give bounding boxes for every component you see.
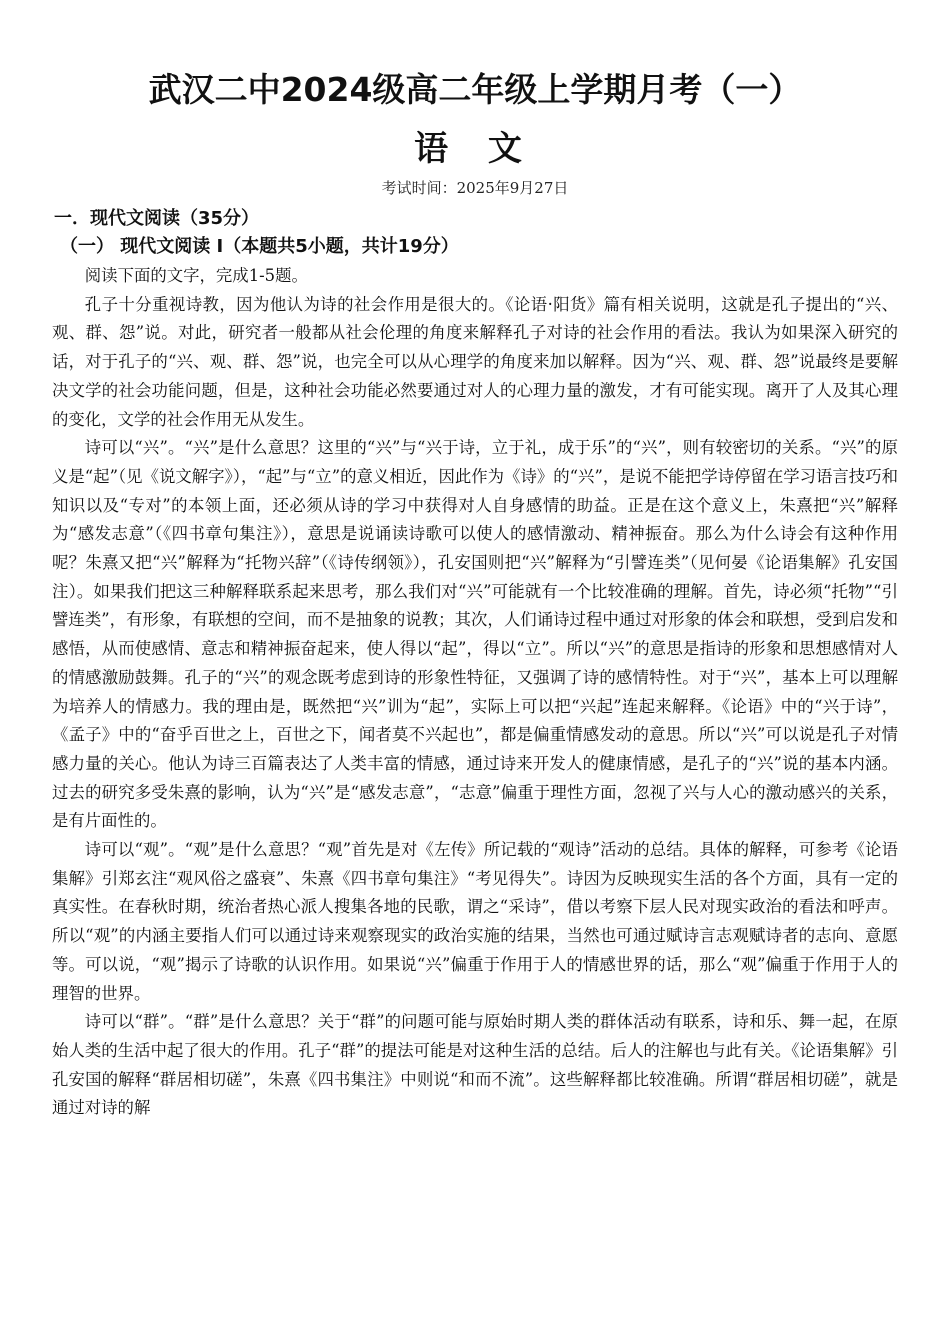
exam-time: 考试时间：2025年9月27日 [381,179,569,197]
subsection-heading: （一） 现代文阅读 I（本题共5小题，共计19分） [60,236,459,257]
passage-paragraph: 孔子十分重视诗教，因为他认为诗的社会作用是很大的。《论语·阳货》篇有相关说明，这就是孔子提出的“兴、观、群、怨”说。对此，研究者一般都从社会伦理的角度来解释孔子对诗的社会作用的看法。我认为如果深入研究的话，对于孔子的“兴、观、群、怨”说，也完全可以从心理学的角度来加以解释。因为“兴、观、群、怨”说最终是要解决文学的社会功能问题，但是，这种社会功能必然要通过对人的心理力量的激发，才有可能实现。离开了人及其心理的变化，文学的社会作用无从发生。 [52,294,898,429]
section-heading: 一．现代文阅读（35分） [54,208,260,229]
exam-title: 武汉二中2024级高二年级上学期月考（一） [148,70,802,109]
reading-passage [52,262,898,1123]
reading-instruction: 阅读下面的文字，完成1-5题。 [84,266,308,285]
passage-paragraph: 诗可以“兴”。“兴”是什么意思？这里的“兴”与“兴于诗，立于礼，成于乐”的“兴”，则有较密切的关系。“兴”的原义是“起”（见《说文解字》），“起”与“立”的意义相近，因此作为《诗》的“兴”，是说不能把学诗停留在学习语言技巧和知识以及“专对”的本领上面，还必须从诗的学习中获得对人自身感情的助益。正是在这个意义上，朱熹把“兴”解释为“感发志意”（《四书章句集注》），意思是说诵读诗歌可以使人的感情激动、精神振奋。那么为什么诗会有这种作用呢？朱熹又把“兴”解释为“托物兴辞”（《诗传纲领》），孔安国则把“兴”解释为“引譬连类”（见何晏《论语集解》孔安国注）。如果我们把这三种解释联系起来思考，那么我们对“兴”可能就有一个比较准确的理解。首先，诗必须“托物”“引譬连类”，有形象，有联想的空间，而不是抽象的说教；其次，人们诵诗过程中通过对形象的体会和联想，受到启发和感悟，从而使感情、意志和精神振奋起来，使人得以“起”，得以“立”。所以“兴”的意思是指诗的形象和思想感情对人的情感激励鼓舞。孔子的“兴”的观念既考虑到诗的形象性特征，又强调了诗的感情特性。对于“兴”，基本上可以理解为培养人的情感力。我的理由是，既然把“兴”训为“起”，实际上可以把“兴起”连起来解释。《论语》中的“兴于诗”，《孟子》中的“奋乎百世之上，百世之下，闻者莫不兴起也”，都是偏重情感发动的意思。所以“兴”可以说是孔子对情感力量的关心。他认为诗三百篇表达了人类丰富的情感，通过诗来开发人的健康情感，是孔子的“兴”说的基本内涵。过去的研究多受朱熹的影响，认为“兴”是“感发志意”，“志意”偏重于理性方面，忽视了兴与人心的激动感兴的关系，是有片面性的。 [52,438,898,831]
subject-title: 语 文 [414,129,536,169]
passage-paragraph: 诗可以“观”。“观”是什么意思？“观”首先是对《左传》所记载的“观诗”活动的总结。具体的解释，可参考《论语集解》引郑玄注“观风俗之盛衰”、朱熹《四书章句集注》“考见得失”。诗因为反映现实生活的各个方面，具有一定的真实性。在春秋时期，统治者热心派人搜集各地的民歌，谓之“采诗”，借以考察下层人民对现实政治的看法和呼声。所以“观”的内涵主要指人们可以通过诗来观察现实的政治实施的结果，当然也可通过赋诗言志观赋诗者的志向、意愿等。可以说，“观”揭示了诗歌的认识作用。如果说“兴”偏重于作用于人的情感世界的话，那么“观”偏重于作用于人的理智的世界。 [52,840,898,1003]
passage-paragraph: 诗可以“群”。“群”是什么意思？关于“群”的问题可能与原始时期人类的群体活动有联系，诗和乐、舞一起，在原始人类的生活中起了很大的作用。孔子“群”的提法可能是对这种生活的总结。后人的注解也与此有关。《论语集解》引孔安国的解释“群居相切磋”，朱熹《四书集注》中则说“和而不流”。这些解释都比较准确。所谓“群居相切磋”，就是通过对诗的解 [52,1012,898,1118]
